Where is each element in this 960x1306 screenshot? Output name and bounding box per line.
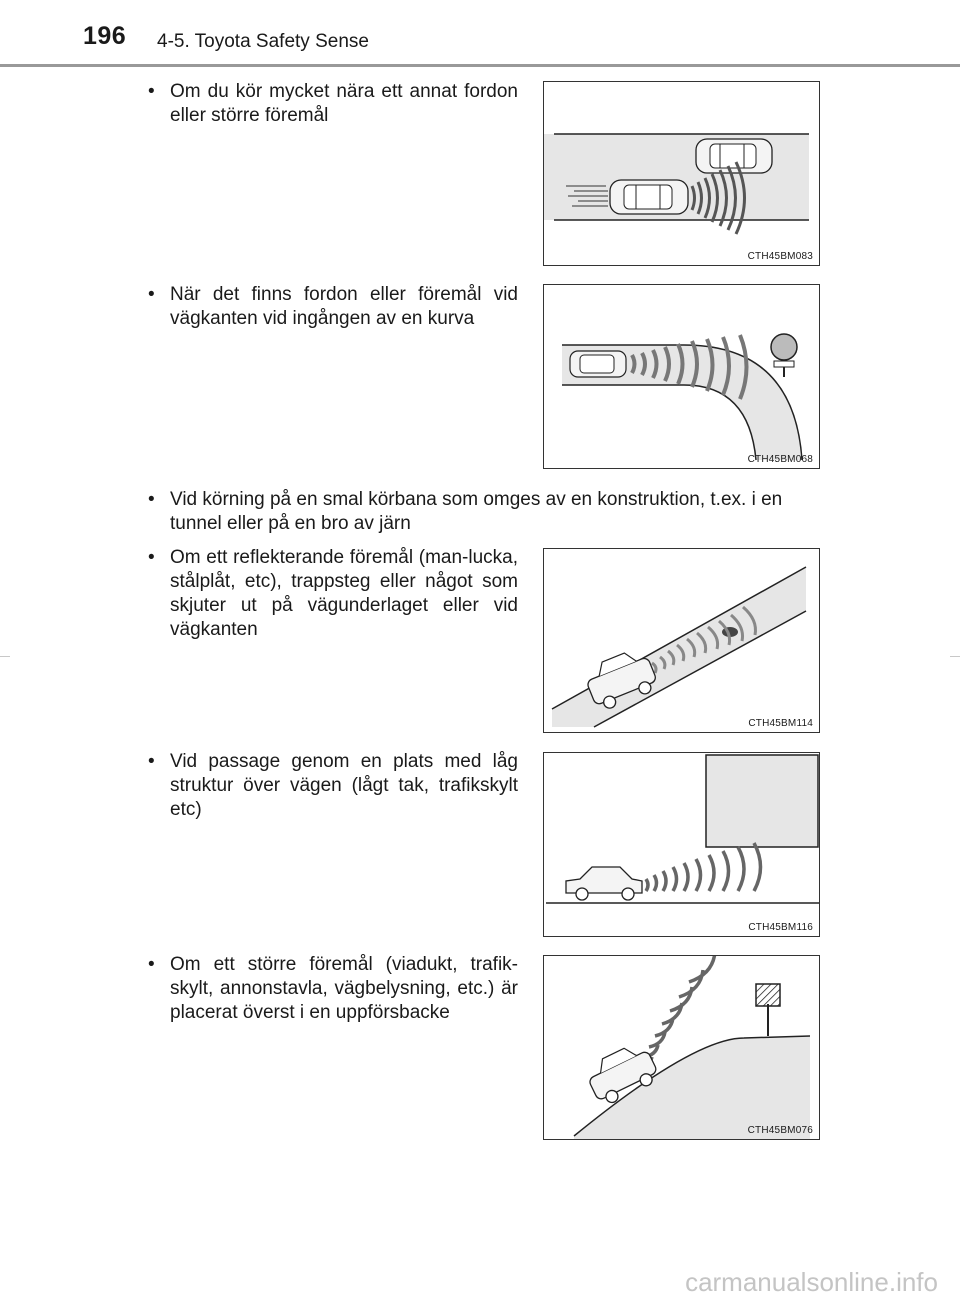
figure-reflective-object (543, 548, 820, 733)
figure-uphill-object (543, 955, 820, 1140)
figure-code: CTH45BM068 (747, 454, 813, 465)
overhead-sign-icon (756, 984, 780, 1036)
item-text: Om ett reflekterande föremål (man-lucka, stålplåt, etc), trappsteg eller något som skjuter ut på vägunderlaget eller vid vägkanten (170, 547, 518, 640)
page-header (0, 0, 960, 66)
bullet-item-uphill-object (148, 953, 518, 1025)
item-text: När det finns fordon eller föremål vid vägkanten vid ingången av en kurva (170, 284, 518, 329)
bullet-item-curve-entrance (148, 283, 518, 331)
figure-curve-entrance (543, 284, 820, 469)
manhole-illustration (544, 549, 820, 733)
curve-roadside-illustration (544, 285, 820, 469)
figure-code: CTH45BM076 (747, 1125, 813, 1136)
bullet-mark: • (148, 81, 155, 102)
overhead-structure (706, 755, 818, 847)
edge-tick (950, 656, 960, 657)
watermark: carmanualsonline.info (685, 1267, 938, 1297)
close-vehicle-illustration (544, 82, 820, 266)
bullet-item-low-structure (148, 750, 518, 822)
bullet-item-narrow-road (148, 488, 828, 536)
bullet-item-reflective-object (148, 546, 518, 642)
bullet-item-close-vehicle (148, 80, 518, 128)
own-car-icon (570, 351, 626, 377)
section-title: 4-5. Toyota Safety Sense (157, 31, 369, 52)
item-text: Om ett större föremål (viadukt, trafik-skylt, annonstavla, vägbelysning, etc.) är placerat överst i en uppförsbacke (170, 954, 518, 1023)
own-car-icon (610, 180, 688, 214)
item-text: Vid passage genom en plats med låg struktur över vägen (lågt tak, trafikskylt etc) (170, 751, 518, 820)
bullet-mark: • (148, 954, 155, 975)
edge-tick (0, 656, 10, 657)
bullet-mark: • (148, 547, 155, 568)
low-structure-illustration (544, 753, 820, 937)
own-car-icon (566, 867, 642, 900)
uphill-sign-illustration (544, 956, 820, 1140)
figure-code: CTH45BM114 (748, 718, 813, 729)
figure-code: CTH45BM083 (747, 251, 813, 262)
bullet-mark: • (148, 489, 155, 510)
front-car-icon (696, 139, 772, 173)
figure-close-vehicle (543, 81, 820, 266)
figure-code: CTH45BM116 (748, 922, 813, 933)
figure-low-structure (543, 752, 820, 937)
road-sign-icon (771, 334, 797, 377)
item-text: Om du kör mycket nära ett annat fordon eller större föremål (170, 81, 518, 126)
header-rule (0, 64, 960, 67)
bullet-mark: • (148, 284, 155, 305)
bullet-mark: • (148, 751, 155, 772)
page-number: 196 (83, 22, 127, 50)
item-text: Vid körning på en smal körbana som omges av en konstruktion, t.ex. i en tunnel eller på en bro av järn (170, 489, 783, 534)
